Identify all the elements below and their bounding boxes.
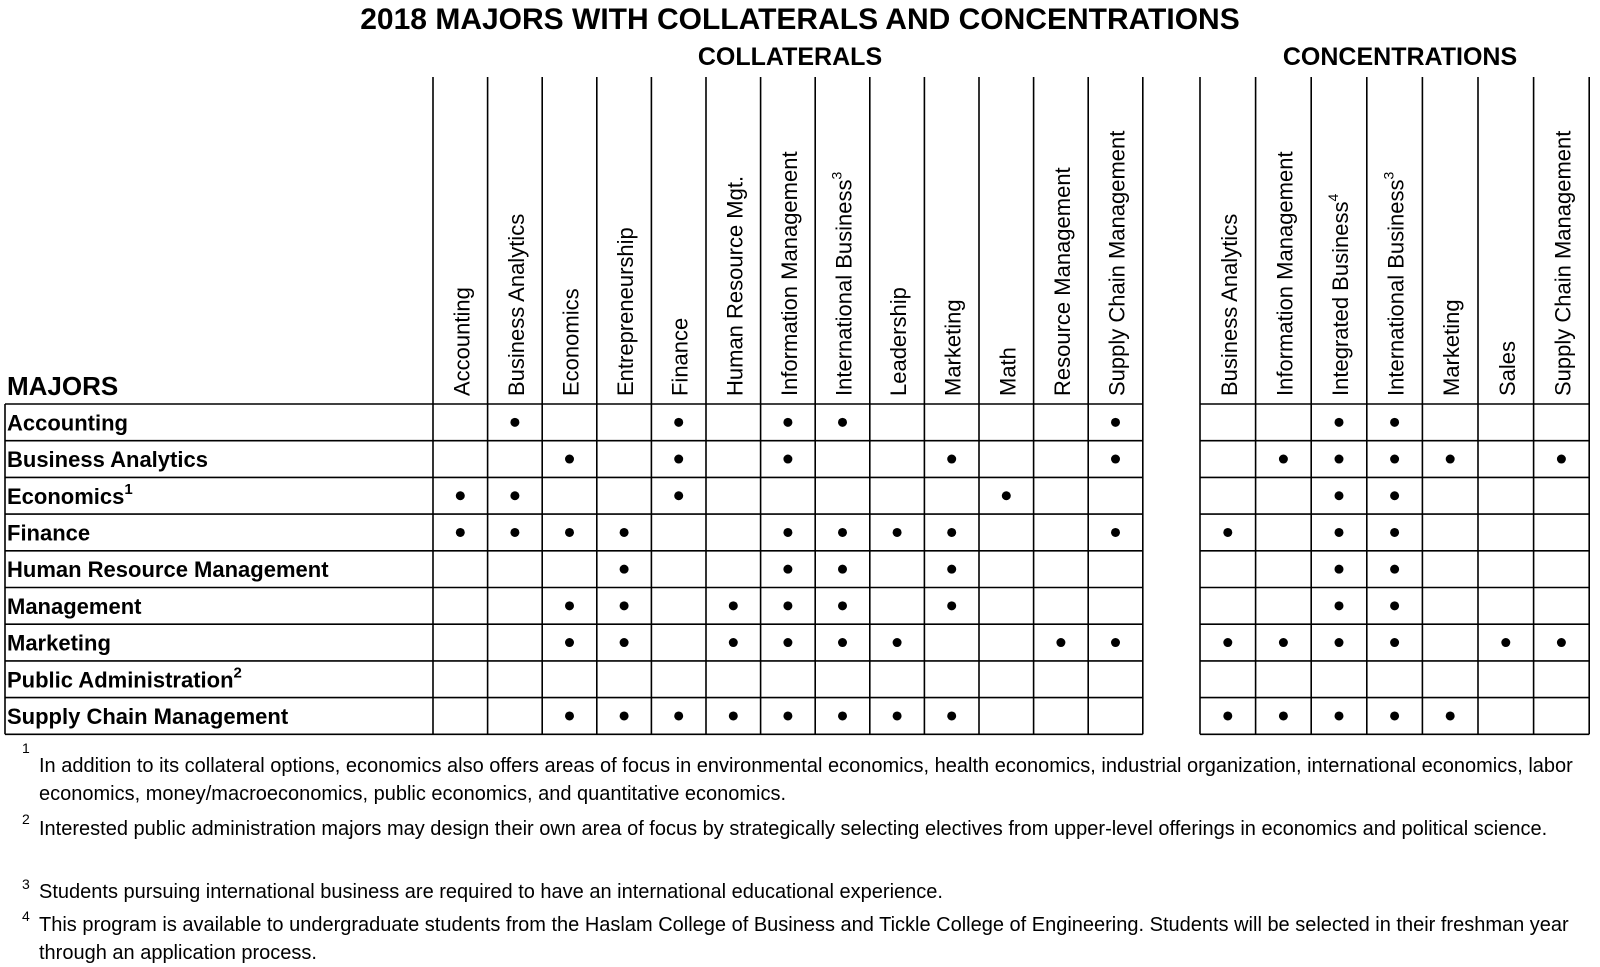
concentrations-header-label: International Business (1383, 179, 1409, 396)
major-name: Finance (7, 520, 91, 546)
collaterals-header-label: Leadership (886, 287, 912, 396)
page-title: 2018 MAJORS WITH COLLATERALS AND CONCENTRATIONS (360, 3, 1240, 36)
footnote-2-mark: 2 (22, 811, 30, 827)
major-name: Management (7, 593, 142, 619)
concentrations-header-label: Business Analytics (1216, 213, 1242, 396)
collaterals-header-label: Finance (667, 317, 693, 396)
concentrations-heading: CONCENTRATIONS (1282, 43, 1518, 71)
footnote-1-text: In addition to its collateral options, economics also offers areas of focus in environmental economics, health economics, industrial organization, international economics, labor economics, money/macroeconomics, public economics, and quantitative economics. (39, 755, 1573, 805)
major-name: Marketing (7, 630, 111, 656)
footnote-4-text: This program is available to undergraduate students from the Haslam College of Business and Tickle College of Engineering. Students will be selected in their freshman year through an application process. (39, 914, 1569, 964)
concentrations-header-label: Integrated Business (1328, 201, 1353, 396)
collaterals-header-label: Math (995, 347, 1021, 396)
collaterals-header-label: Supply Chain Management (1104, 130, 1130, 396)
major-name: Accounting (7, 410, 128, 436)
collaterals-header-label: Marketing (940, 299, 966, 396)
collaterals-header-footnote-mark: 3 (828, 171, 845, 180)
footnote-3-mark: 3 (22, 876, 30, 892)
collaterals-header-label: Resource Management (1049, 167, 1075, 396)
concentrations-header-label: Sales (1494, 340, 1520, 396)
concentrations-header-footnote-mark: 3 (1380, 171, 1397, 180)
footnote-2-text: Interested public administration majors may design their own area of focus by strategically selecting electives from upper-level offerings in economics and political science. (39, 818, 1548, 840)
major-footnote-mark: 1 (124, 480, 133, 498)
concentrations-header-label: Supply Chain Management (1550, 130, 1576, 396)
collaterals-header-label: Information Management (776, 151, 802, 396)
collaterals-header-label: Human Resource Mgt. (722, 175, 748, 396)
footnote-1-mark: 1 (22, 740, 30, 756)
major-name: Business Analytics (7, 447, 208, 473)
concentrations-header-label: Marketing (1439, 299, 1465, 396)
major-name: Economics (7, 483, 125, 509)
major-name: Public Administration (7, 667, 234, 693)
collaterals-header-label: International Business (831, 179, 857, 396)
concentrations-header-label: Information Management (1272, 151, 1298, 396)
collaterals-header-label: Business Analytics (503, 213, 529, 396)
collaterals-header-label: Economics (558, 288, 584, 396)
concentrations-header-footnote-mark: 4 (1325, 193, 1341, 202)
major-name: Supply Chain Management (7, 703, 289, 729)
major-footnote-mark: 2 (233, 664, 242, 682)
major-name: Human Resource Management (7, 557, 329, 583)
footnote-3-text: Students pursuing international business are required to have an international educational experience. (39, 881, 943, 903)
collaterals-heading: COLLATERALS (697, 43, 883, 71)
footnote-4-mark: 4 (22, 908, 30, 924)
collaterals-header-label: Accounting (449, 287, 475, 396)
collaterals-header-label: Entrepreneurship (613, 227, 639, 396)
majors-heading: MAJORS (7, 371, 119, 401)
